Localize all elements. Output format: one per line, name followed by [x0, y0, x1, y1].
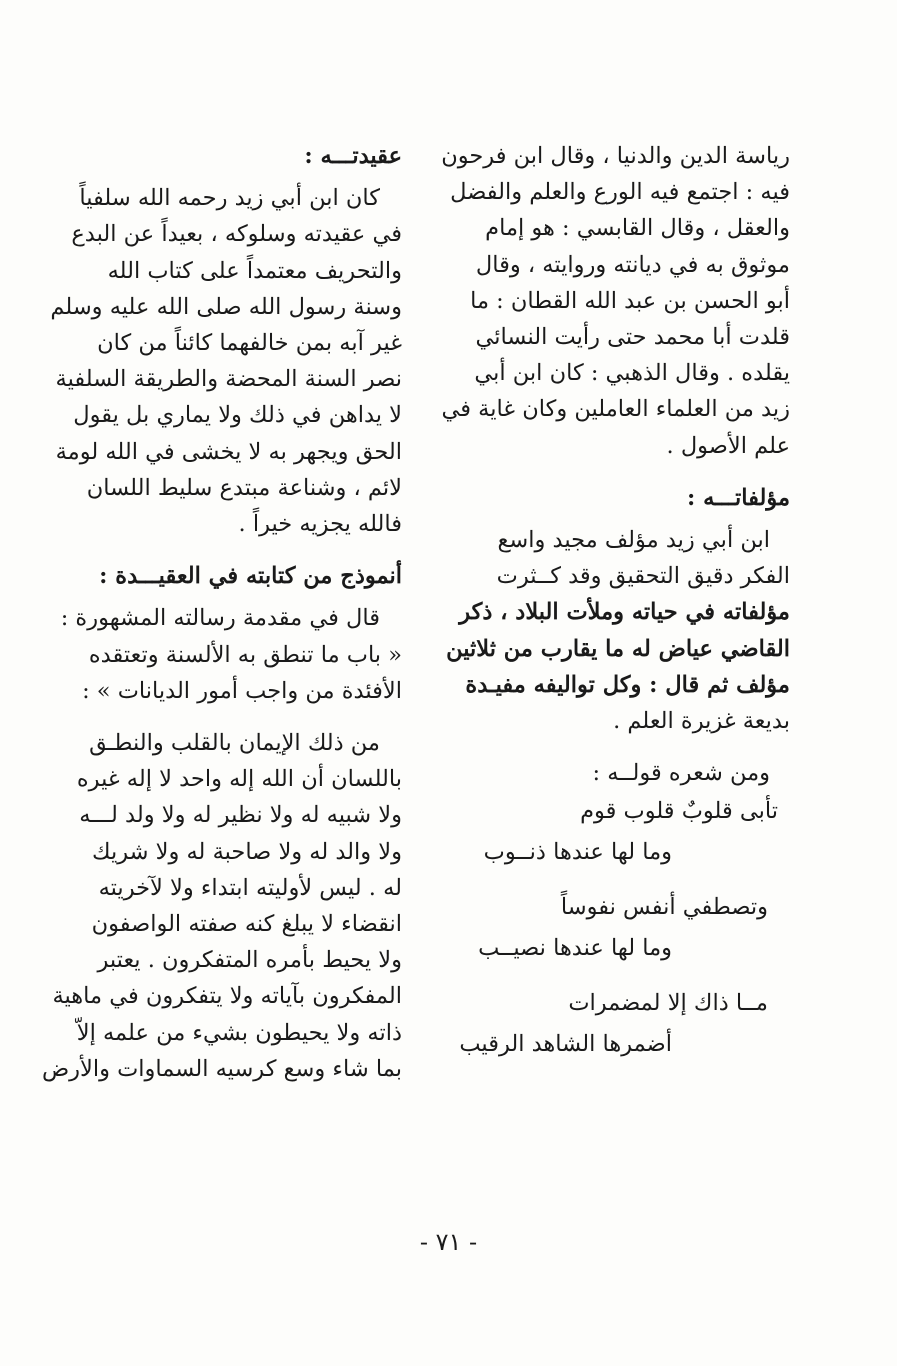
- text-line: والعقل ، وقال القابسي : هو إمام: [485, 215, 790, 242]
- text-line: مؤلف ثم قال : وكل تواليفه مفيـدة: [465, 671, 790, 698]
- text-line: ابن أبي زيد مؤلف مجيد واسع: [497, 527, 770, 554]
- text-line: انقضاء لا يبلغ كنه صفته الواصفون: [91, 911, 402, 938]
- text-line: له . ليس لأوليته ابتداء ولا لآخريته: [98, 874, 402, 901]
- text-line: من ذلك الإيمان بالقلب والنطـق: [89, 730, 380, 757]
- text-line: بديعة غزيرة العلم .: [613, 708, 790, 735]
- text-line: كان ابن أبي زيد رحمه الله سلفياً: [79, 185, 380, 212]
- text-line: فيه : اجتمع فيه الورع والعلم والفضل: [450, 179, 790, 206]
- heading-creed: عقيدتـــه :: [304, 143, 402, 169]
- text-line: رياسة الدين والدنيا ، وقال ابن فرحون: [441, 143, 790, 169]
- text-line: القاضي عياض له ما يقارب من ثلاثين: [446, 635, 790, 662]
- text-line: بما شاء وسع كرسيه السماوات والأرض: [41, 1055, 402, 1082]
- text-line: ذاته ولا يحيطون بشيء من علمه إلاّ: [76, 1019, 402, 1046]
- paragraph-biography: [441, 138, 790, 464]
- text-line: « باب ما تنطق به الألسنة وتعتقده: [88, 641, 402, 668]
- text-line: قلدت أبا محمد حتى رأيت النسائي: [475, 324, 790, 351]
- text-line: الحق ويجهر به لا يخشى في الله لومة: [55, 438, 402, 465]
- poem: [452, 791, 790, 1065]
- text-line: زيد من العلماء العاملين وكان غاية في: [441, 396, 790, 423]
- text-line: لائم ، وشناعة مبتدع سليط اللسان: [86, 474, 402, 501]
- heading-works: مؤلفاتـــه :: [686, 484, 790, 511]
- poem-intro: ومن شعره قولــه :: [592, 760, 770, 787]
- text-line: أبو الحسن بن عبد الله القطان : ما: [470, 287, 790, 314]
- text-line: مؤلفاته في حياته وملأت البلاد ، ذكر: [459, 599, 790, 626]
- paragraph-creed: [50, 180, 402, 542]
- heading-sample: أنموذج من كتابته في العقيـــدة :: [99, 563, 402, 590]
- left-column: [41, 138, 402, 1087]
- poem-verse: وما لها عندها نصيــب: [478, 935, 672, 962]
- text-line: باللسان أن الله إله واحد لا إله غيره: [76, 766, 402, 793]
- text-line: وسنة رسول الله صلى الله عليه وسلم: [50, 293, 402, 320]
- poem-verse: وتصطفي أنفس نفوساً: [560, 894, 768, 921]
- text-line: ولا يحيط بأمره المتفكرون . يعتبر: [97, 947, 402, 974]
- text-line: موثوق به في ديانته وروايته ، وقال: [475, 251, 790, 278]
- text-line: نصر السنة المحضة والطريقة السلفية: [55, 366, 402, 393]
- text-line: الأفئدة من واجب أمور الديانات » :: [82, 677, 402, 704]
- text-line: فالله يجزيه خيراً .: [238, 511, 402, 538]
- text-line: قال في مقدمة رسالته المشهورة :: [60, 605, 380, 632]
- paragraph-sample-text: [41, 725, 402, 1087]
- poem-verse: مــا ذاك إلا لمضمرات: [568, 990, 768, 1017]
- text-line: لا يداهن في ذلك ولا يماري بل يقول: [73, 402, 402, 429]
- poem-verse: أضمرها الشاهد الرقيب: [459, 1031, 672, 1058]
- text-line: ولا والد له ولا صاحبة له ولا شريك: [92, 838, 402, 865]
- paragraph-works: [446, 522, 790, 739]
- page-number: - ٧١ -: [419, 1228, 478, 1256]
- text-line: ولا شبيه له ولا نظير له ولا ولد لـــه: [79, 802, 402, 829]
- text-line: والتحريف معتمداً على كتاب الله: [107, 257, 402, 284]
- right-column: [441, 138, 790, 1065]
- paragraph-sample-intro: [60, 600, 402, 709]
- text-line: غير آبه بمن خالفهما كائناً من كان: [97, 330, 402, 357]
- poem-verse: وما لها عندها ذنــوب: [483, 839, 672, 866]
- text-line: علم الأصول .: [666, 432, 790, 459]
- text-line: يقلده . وقال الذهبي : كان ابن أبي: [474, 360, 790, 387]
- text-line: في عقيدته وسلوكه ، بعيداً عن البدع: [71, 221, 402, 248]
- poem-verse: تأبى قلوبٌ قلوب قوم: [580, 798, 778, 825]
- text-line: المفكرون بآياته ولا يتفكرون في ماهية: [52, 983, 402, 1010]
- text-line: الفكر دقيق التحقيق وقد كــثرت: [496, 563, 790, 590]
